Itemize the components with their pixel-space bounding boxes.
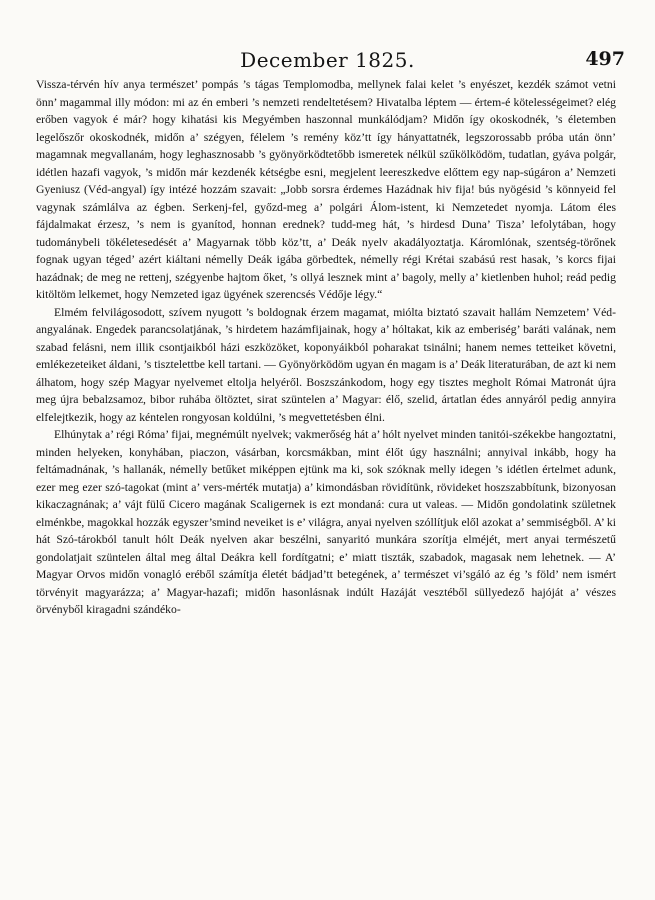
paragraph: Elmém felvilágosodott, szívem nyugott ’s boldognak érzem magamat, miólta biztató szavait hallám Nemzetem’ Véd-angyalának. Engedek parancsolatjának, ’s hirdetem hazámfijainak, hogy a’ hóltakat, kik az emberiség’ baráti valának, nem szabad felásni, nem illik csontjaikból házi eszközöket, koponyáikból poharakat tsinálni; hanem nemes tetteiket követni, emlékezeteiket áldani, ’s tisztelettbe kell tartani. — Gyönyörködöm ugyan én magam is a’ Deák literaturában, de azt ki nem álhatom, hogy szép Magyar nyelvemet eltolja helyéről. Boszszánkodom, hogy egy tisztes megholt Római Matronát újra meg újra bebalzsamoz, bibor ruhába öltöztet, sirat szüntelen a’ Magyar: élő, szelid, ártatlan édes annyáról pedig annyira elfelejtkezik, hogy az kéntelen rongyosan koldúlni, ’s megvettetésben élni. [36, 305, 616, 424]
page-header [0, 46, 655, 76]
paragraph: Elhúnytak a’ régi Róma’ fijai, megnémúlt nyelvek; vakmerőség hát a’ hólt nyelvet minden tanitói-székekbe hangoztatni, minden helyeken, konyhában, piaczon, vásárban, korcsmákban, mint élőt úgy használni; annyival inkább, hogy ha feltámadnának, ’s hallanák, némelly betűket miképpen ejtünk ma ki, sok szóknak melly idegen ’s idétlen értelmet adunk, ezer meg ezer szó-tagokat (mint a’ vers-mérték mutatja) a’ kimondásban rövidítünk, rövideket hoszszabbítunk, bizonyosan kikaczagnának; a’ vájt fülű Cicero magának Scaligernek is ezt mondaná: cura ut valeas. — Midőn gondolatink születnek elménkbe, magokkal hozzák egyszer’smind neveiket is e’ világra, anyai nyelven szóllítjuk elől azokat a’ semmiségből. A’ ki hát Szó-tárokból tanult hólt Deák nyelven akar beszélni, sanyaritó munkára szorítja elméjét, mert anyai természetű gondolatjait szüntelen által meg által Deákra kell fordítgatni; e’ miatt tiszták, szabadok, magasak nem lehetnek. — A’ Magyar Orvos midőn vonagló eréből számítja életét bádjad’tt betegének, a’ természet vi’sgáló az ég ’s föld’ nem ismért törvényit magyarázza; a’ Magyar-hazafi; midőn hasonlásnak indúlt Hazáját vesztéből süllyedező hajóját a’ vészes örvényből kiragadni szándéko- [36, 428, 616, 616]
page-number: 497 [585, 48, 625, 70]
paragraph: Vissza-térvén hív anya természet’ pompás ’s tágas Templomodba, mellynek falai kelet ’s enyészet, kezdék számot vetni önn’ magammal illy módon: mi az én emberi ’s nemzeti rendeltetésem? Hivatalba léptem — értem-é kötelességeimet? elég erőben vagyok é már? hogy kihatási kis Megyémben haszonnal munkálódjam? Midőn így okoskodnék, ’s életemben legelőszőr okoskodnék, midőn a’ szégyen, félelem ’s remény köz’tt így hányattatnék, legszorossabb próba után önn’ magamnak megvallanám, hogy leghasznosabb ’s gyönyörködtetőbb ismeretek nélkül szűkölködöm, tudatlan, gyáva polgár, idétlen hazafi vagyok, ’s midőn már kezdenék kétségbe esni, megjelent leereszkedve előttem egy nap-súgáron a’ Nemzeti Gyeniusz (Véd-angyal) így intézé hozzám szavait: „Jobb sorsra érdemes Hazádnak hiv fija! bús nyögésid ’s könnyeid fel vagynak számlálva az égben. Serkenj-fel, győzd-meg a’ polgári Álom-istent, ki Nemzetedet nyomja. Látom éles fájdalmakat érzesz, ’s nem is gyanítod, honnan erednek? tudd-meg hát, ’s hirdesd Duna’ Tisza’ lefolytában, hogy tudománybeli tökéletesedését a’ Magyarnak több köz’tt, a’ Deák nyelv akadályoztatja. Káromlónak, szentség-törőnek fognak ugyan téged’ azért kiáltani némelly Deák igába görbedtek, némelly régi Krétai szabású rest hasak, ’s korcs fijai hazádnak; de meg ne rettenj, szégyenbe hajtom őket, ’s ollyá lesznek mint a’ bagoly, melly a’ kietlenben huhol; reád pedig kitöltöm lelkemet, hogy Nemzeted igaz ügyének szerencsés Védője légy.“ [36, 78, 616, 301]
body-text [36, 76, 616, 619]
page-title: December 1825. [240, 48, 415, 72]
